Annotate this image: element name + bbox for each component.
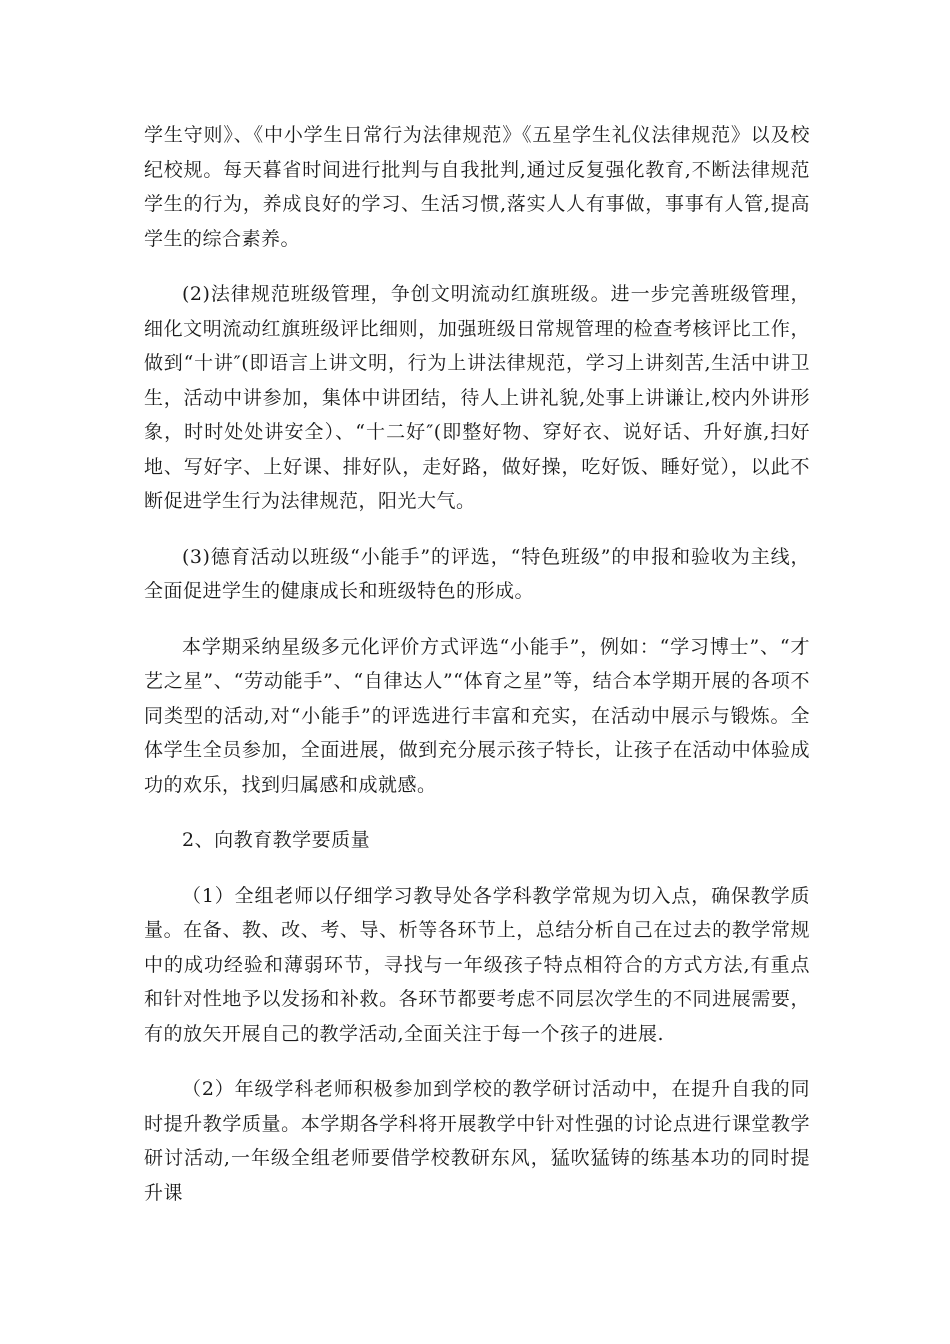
paragraph-moral-activities: (3)德育活动以班级“小能手”的评选，“特色班级”的申报和验收为主线，全面促进学生的健康成长和班级特色的形成。 <box>144 545 810 602</box>
paragraph-class-management: (2)法律规范班级管理，争创文明流动红旗班级。进一步完善班级管理，细化文明流动红旗班级评比细则，加强班级日常规管理的检查考核评比工作，做到“十讲″(即语言上讲文明，行为上讲法律规范，学习上讲刻苦,生活中讲卫生，活动中讲参加，集体中讲团结，待人上讲礼貌,处事上讲谦让,校内外讲形象，时时处处讲安全）、“十二好″(即整好物、穿好衣、说好话、升好旗,扫好地、写好字、上好课、排好队，走好路，做好操，吃好饭、睡好觉），以此不断促进学生行为法律规范，阳光大气。 <box>144 283 810 512</box>
section-heading: 2、向教育教学要质量 <box>182 829 371 851</box>
paragraph-star-evaluation: 本学期采纳星级多元化评价方式评选“小能手”，例如：“学习博士”、“才艺之星”、“劳动能手”、“自律达人”“体育之星”等，结合本学期开展的各项不同类型的活动,对“小能手”的评选进行丰富和充实，在活动中展示与锻炼。全体学生全员参加，全面进展，做到充分展示孩子特长，让孩子在活动中体验成功的欢乐，找到归属感和成就感。 <box>144 635 810 796</box>
paragraph-teaching-research: （2）年级学科老师积极参加到学校的教学研讨活动中，在提升自我的同时提升教学质量。本学期各学科将开展教学中针对性强的讨论点进行课堂教学研讨活动,一年级全组老师要借学校教研东风，猛吹猛铸的练基本功的同时提升课 <box>144 1078 810 1204</box>
paragraph-continuation: 学生守则》、《中小学生日常行为法律规范》《五星学生礼仪法律规范》以及校纪校规。每天暮省时间进行批判与自我批判,通过反复强化教育,不断法律规范学生的行为，养成良好的学习、生活习惯,落实人人有事做，事事有人管,提高学生的综合素养。 <box>144 124 810 250</box>
paragraph-teaching-routine: （1）全组老师以仔细学习教导处各学科教学常规为切入点，确保教学质量。在备、教、改、考、导、析等各环节上，总结分析自己在过去的教学常规中的成功经验和薄弱环节，寻找与一年级孩子特点相符合的方式方法,有重点和针对性地予以发扬和补救。各环节都要考虑不同层次学生的不同进展需要，有的放矢开展自己的教学活动,全面关注于每一个孩子的进展. <box>144 884 810 1045</box>
document-body <box>144 118 810 1231</box>
